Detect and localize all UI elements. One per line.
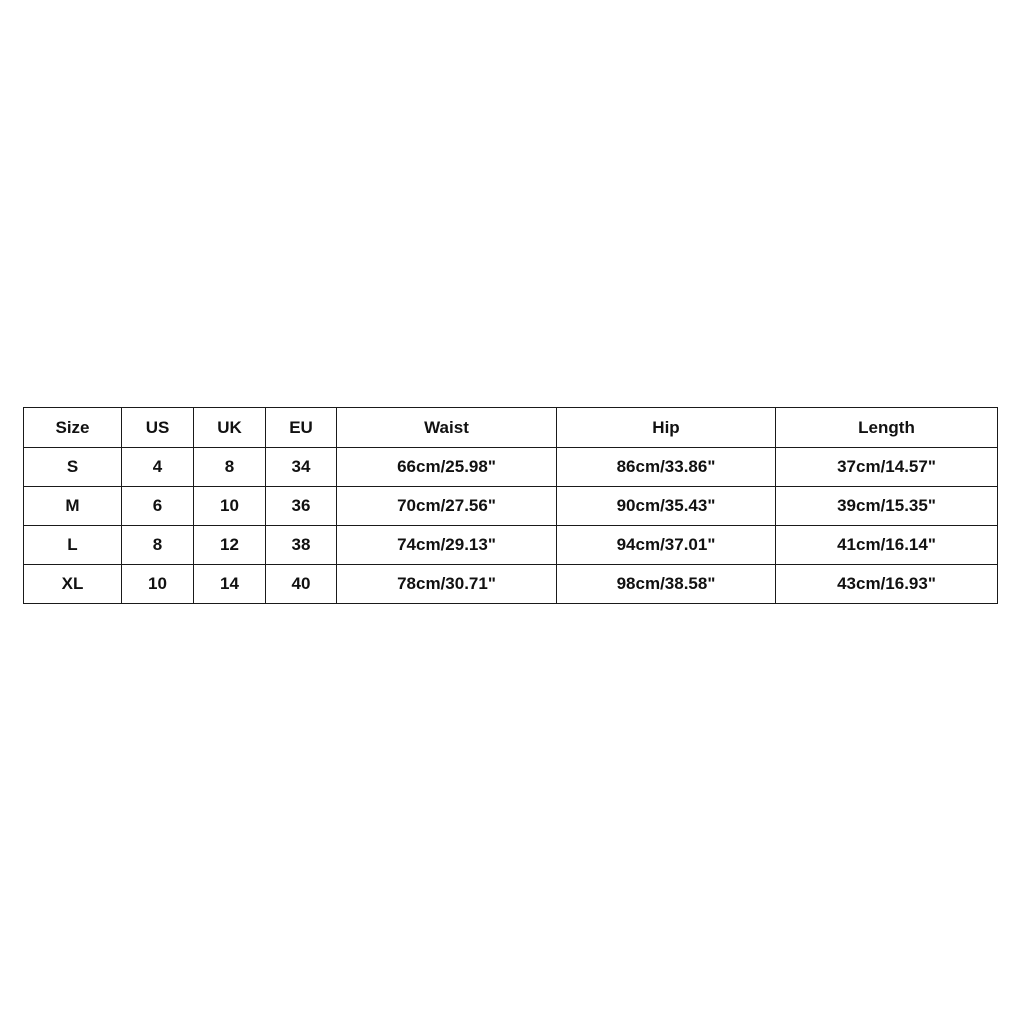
cell-eu: 36	[266, 487, 337, 526]
header-waist: Waist	[337, 408, 557, 448]
header-size: Size	[24, 408, 122, 448]
cell-uk: 14	[194, 565, 266, 604]
cell-hip: 86cm/33.86"	[557, 448, 776, 487]
cell-size: XL	[24, 565, 122, 604]
cell-length: 39cm/15.35"	[776, 487, 998, 526]
header-uk: UK	[194, 408, 266, 448]
cell-length: 37cm/14.57"	[776, 448, 998, 487]
cell-uk: 12	[194, 526, 266, 565]
header-us: US	[122, 408, 194, 448]
cell-eu: 40	[266, 565, 337, 604]
cell-us: 8	[122, 526, 194, 565]
table-row	[24, 487, 998, 526]
cell-waist: 70cm/27.56"	[337, 487, 557, 526]
cell-size: S	[24, 448, 122, 487]
table-row	[24, 565, 998, 604]
cell-us: 4	[122, 448, 194, 487]
table-header-row	[24, 408, 998, 448]
cell-size: M	[24, 487, 122, 526]
header-length: Length	[776, 408, 998, 448]
cell-us: 6	[122, 487, 194, 526]
table-row	[24, 526, 998, 565]
cell-waist: 78cm/30.71"	[337, 565, 557, 604]
cell-waist: 74cm/29.13"	[337, 526, 557, 565]
cell-waist: 66cm/25.98"	[337, 448, 557, 487]
header-hip: Hip	[557, 408, 776, 448]
cell-us: 10	[122, 565, 194, 604]
cell-hip: 90cm/35.43"	[557, 487, 776, 526]
table-row	[24, 448, 998, 487]
cell-size: L	[24, 526, 122, 565]
size-chart-table	[23, 407, 998, 604]
cell-uk: 10	[194, 487, 266, 526]
cell-uk: 8	[194, 448, 266, 487]
cell-eu: 38	[266, 526, 337, 565]
cell-eu: 34	[266, 448, 337, 487]
header-eu: EU	[266, 408, 337, 448]
cell-hip: 98cm/38.58"	[557, 565, 776, 604]
cell-hip: 94cm/37.01"	[557, 526, 776, 565]
cell-length: 43cm/16.93"	[776, 565, 998, 604]
cell-length: 41cm/16.14"	[776, 526, 998, 565]
